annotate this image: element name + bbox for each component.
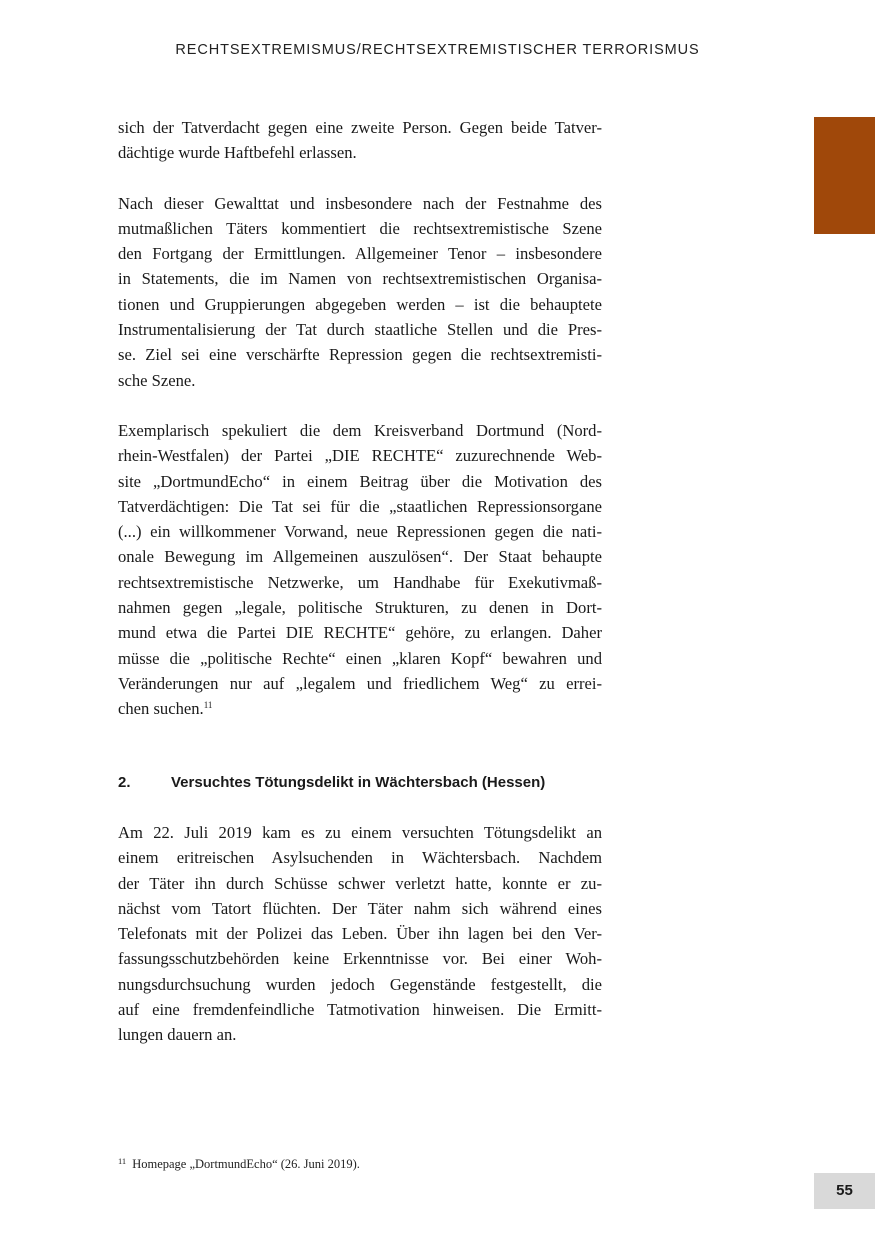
text-line: dächtige wurde Haftbefehl erlassen. [118, 143, 357, 163]
chapter-color-tab [814, 117, 875, 234]
text-block-top [118, 115, 602, 722]
text-line: einem eritreischen Asylsuchenden in Wächtersbach. Nachdem [118, 848, 602, 868]
text-line: Veränderungen nur auf „legalem und friedlichem Weg“ zu errei- [118, 673, 602, 693]
text-line: nahmen gegen „legale, politische Strukturen, zu denen in Dort- [118, 598, 602, 618]
paragraph-1 [118, 115, 602, 166]
section-title: Versuchtes Tötungsdelikt in Wächtersbach (Hessen) [171, 774, 546, 791]
text-line: Nach dieser Gewalttat und insbesondere nach der Festnahme des [118, 193, 602, 213]
text-line: rhein-Westfalen) der Partei „DIE RECHTE“ zuzurechnende Web- [118, 446, 602, 466]
text-line: in Statements, die im Namen von rechtsextremistischen Organisa- [118, 269, 602, 289]
text-block-bottom [118, 820, 602, 1048]
text-line: Tatverdächtigen: Die Tat sei für die „staatlichen Repressionsorgane [118, 496, 602, 516]
paragraph-4 [118, 820, 602, 1048]
text-line: der Täter ihn durch Schüsse schwer verletzt hatte, konnte er zu- [118, 873, 602, 893]
footnote-mark: 11 [118, 1156, 127, 1166]
footnote-text: Homepage „DortmundEcho“ (26. Juni 2019). [132, 1157, 360, 1171]
text-line: Am 22. Juli 2019 kam es zu einem versuchten Tötungsdelikt an [118, 823, 602, 842]
text-line: site „DortmundEcho“ in einem Beitrag über die Motivation des [118, 471, 602, 491]
text-line: tionen und Gruppierungen abgegeben werden – ist die behauptete [118, 294, 602, 314]
text-line: müsse die „politische Rechte“ einen „klaren Kopf“ bewahren und [118, 648, 602, 668]
text-line: mutmaßlichen Täters kommentiert die rechtsextremistische Szene [118, 218, 602, 238]
text-line: mund etwa die Partei DIE RECHTE“ gehöre, zu erlangen. Daher [118, 623, 602, 643]
text-line: chen suchen.$^{11}$ [118, 699, 213, 719]
footnote [118, 1156, 360, 1172]
page-number: 55 [814, 1173, 875, 1209]
text-line: nächst vom Tatort flüchten. Der Täter nahm sich während eines [118, 898, 602, 918]
text-line: rechtsextremistische Netzwerke, um Handhabe für Exekutivmaß- [118, 572, 602, 592]
paragraph-3 [118, 418, 602, 722]
text-line: fassungsschutzbehörden keine Erkenntnisse vor. Bei einer Woh- [118, 949, 602, 969]
text-line: (...) ein willkommener Vorwand, neue Repressionen gegen die nati- [118, 522, 602, 542]
text-line: den Fortgang der Ermittlungen. Allgemeiner Tenor – insbesondere [118, 244, 602, 264]
text-line: se. Ziel sei eine verschärfte Repression gegen die rechtsextremisti- [118, 345, 602, 365]
text-line: sche Szene. [118, 370, 196, 390]
section-heading [118, 774, 602, 791]
text-line: onale Bewegung im Allgemeinen auszulösen“. Der Staat behaupte [118, 547, 602, 567]
section-number: 2. [118, 774, 131, 791]
text-line: Telefonats mit der Polizei das Leben. Über ihn lagen bei den Ver- [118, 924, 602, 944]
running-header: RECHTSEXTREMISMUS/RECHTSEXTREMISTISCHER TERRORISMUS [175, 42, 700, 58]
footnote-reference[interactable]: 11 [203, 700, 213, 711]
text-line: nungsdurchsuchung wurden jedoch Gegenstände festgestellt, die [118, 974, 602, 994]
text-line: Exemplarisch spekuliert die dem Kreisverband Dortmund (Nord- [118, 420, 602, 440]
text-line: lungen dauern an. [118, 1025, 237, 1045]
paragraph-2 [118, 191, 602, 393]
text-line: Instrumentalisierung der Tat durch staatliche Stellen und die Pres- [118, 320, 602, 340]
text-line: auf eine fremdenfeindliche Tatmotivation hinweisen. Die Ermitt- [118, 1000, 602, 1020]
text-line: sich der Tatverdacht gegen eine zweite Person. Gegen beide Tatver- [118, 118, 602, 137]
